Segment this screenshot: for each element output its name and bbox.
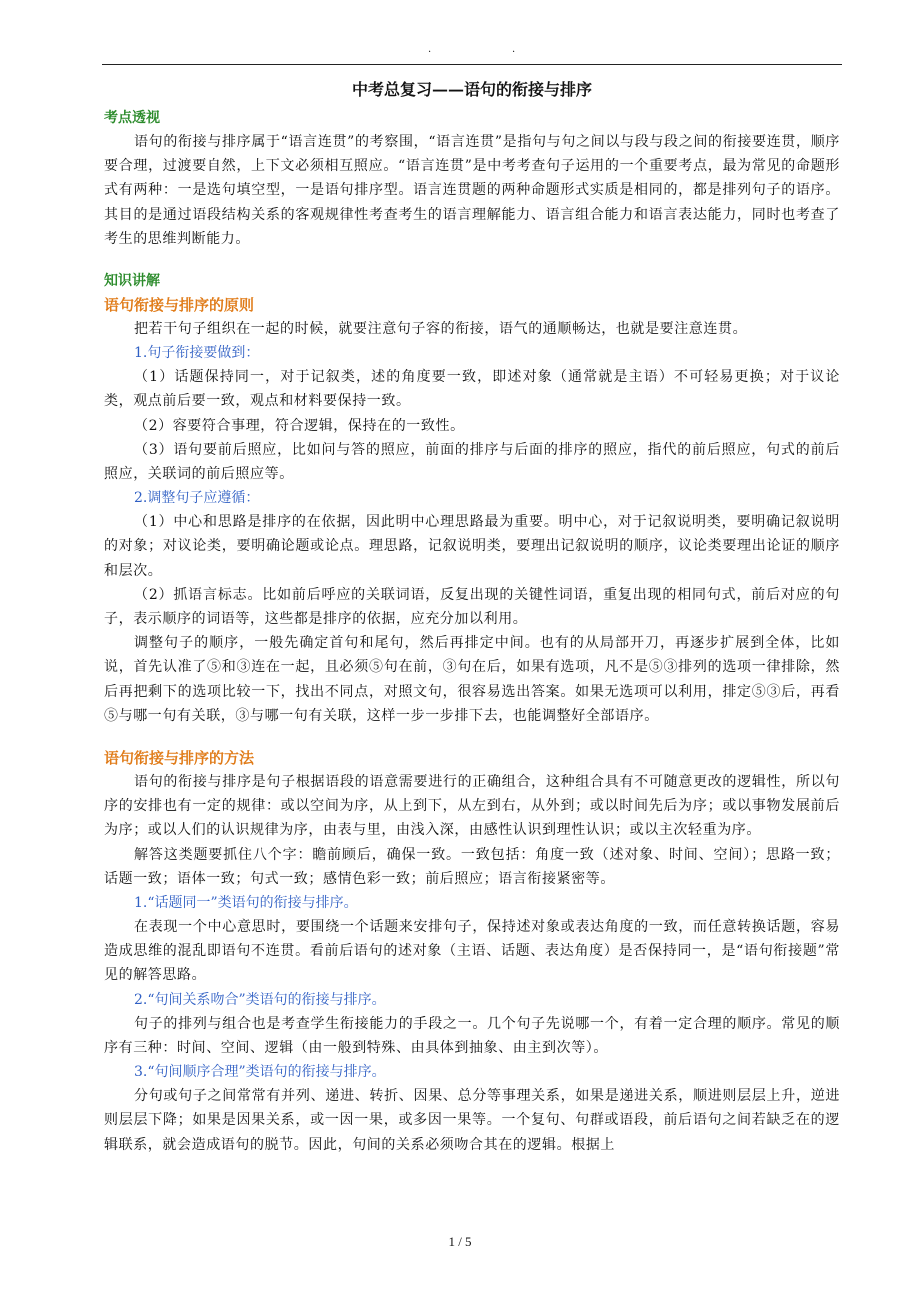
point1-title: 1.句子衔接要做到： (134, 345, 260, 362)
section-heading-kaodian: 考点透视 (104, 110, 160, 126)
subheading-principles: 语句衔接与排序的原则 (104, 296, 255, 315)
document-body (104, 76, 840, 1157)
point2-item-1: （1）中心和思路是排序的在依据，因此明中心理思路最为重要。明中心，对于记叙说明类，要明确记叙说明的对象；对议论类，要明确论题或论点。理思路，记叙说明类，要理出记叙说明的顺序，议论类要理出论证的顺序和层次。 (104, 514, 840, 579)
point1-item-1: （1）话题保持同一，对于记叙类，述的角度要一致，即述对象（通常就是主语）不可轻易更换；对于议论类，观点前后要一致，观点和材料要保持一致。 (104, 369, 840, 410)
method3-title: 3.“句间顺序合理”类语句的衔接与排序。 (134, 1064, 386, 1081)
page-title: 中考总复习——语句的衔接与排序 (351, 80, 592, 99)
method1-text: 在表现一个中心意思时，要围绕一个话题来安排句子，保持述对象或表达角度的一致，而任意转换话题，容易造成思维的混乱即语句不连贯。看前后语句的述对象（主语、话题、表达角度）是否保持同一，是“语句衔接题”常见的解答思路。 (104, 919, 840, 984)
paragraph-methods-1: 语句的衔接与排序是句子根据语段的语意需要进行的正确组合，这种组合具有不可随意更改的逻辑性，所以句序的安排也有一定的规律：或以空间为序，从上到下，从左到右，从外到；或以时间先后为序；或以事物发展前后为序；或以人们的认识规律为序，由表与里，由浅入深，由感性认识到理性认识；或以主次轻重为序。 (104, 774, 840, 839)
subheading-methods: 语句衔接与排序的方法 (104, 749, 255, 768)
paragraph-methods-2: 解答这类题要抓住八个字：瞻前顾后，确保一致。一致包括：角度一致（述对象、时间、空间）；思路一致；话题一致；语体一致；句式一致；感情色彩一致；前后照应；语言衔接紧密等。 (104, 846, 840, 887)
header-rule (102, 64, 842, 65)
point1-item-2: （2）容要符合事理，符合逻辑，保持在的一致性。 (134, 417, 465, 434)
paragraph-kaodian: 语句的衔接与排序属于“语言连贯”的考察围，“语言连贯”是指句与句之间以与段与段之间的衔接要连贯，顺序要合理，过渡要自然，上下文必须相互照应。“语言连贯”是中考考查句子运用的一个重要考点，最为常见的命题形式有两种：一是选句填空型，一是语句排序型。语言连贯题的两种命题形式实质是相同的，都是排列句子的语序。其目的是通过语段结构关系的客观规律性考查考生的语言理解能力、语言组合能力和语言表达能力，同时也考查了考生的思维判断能力。 (104, 134, 840, 247)
point2-title: 2.调整句子应遵循： (134, 490, 260, 507)
point2-item-3: 调整句子的顺序，一般先确定首句和尾句，然后再排定中间。也有的从局部开刀，再逐步扩展到全体，比如说，首先认准了⑤和③连在一起，且必须⑤句在前，③句在后，如果有选项，凡不是⑤③排列的选项一律排除，然后再把剩下的选项比较一下，找出不同点，对照文句，很容易选出答案。如果无选项可以利用，排定⑤③后，再看⑤与哪一句有关联，③与哪一句有关联，这样一步一步排下去，也能调整好全部语序。 (104, 635, 840, 724)
header-marks (0, 44, 920, 58)
page-number: 1 / 5 (448, 1234, 472, 1249)
method2-text: 句子的排列与组合也是考查学生衔接能力的手段之一。几个句子先说哪一个，有着一定合理的顺序。常见的顺序有三种：时间、空间、逻辑（由一般到特殊、由具体到抽象、由主到次等）。 (104, 1015, 840, 1056)
point2-item-2: （2）抓语言标志。比如前后呼应的关联词语，反复出现的关键性词语，重复出现的相同句式，前后对应的句子，表示顺序的词语等，这些都是排序的依据，应充分加以利用。 (104, 586, 840, 628)
method3-text: 分句或句子之间常常有并列、递进、转折、因果、总分等事理关系，如果是递进关系，顺进则层层上升，逆进则层层下降；如果是因果关系，或一因一果，或多因一果等。一个复句、句群或语段，前后语句之间若缺乏在的逻辑联系，就会造成语句的脱节。因此，句间的关系必须吻合其在的逻辑。根据上 (104, 1088, 840, 1153)
header-dot-left: . (428, 44, 432, 55)
header-dot-right: . (512, 44, 516, 55)
method2-title: 2.“句间关系吻合”类语句的衔接与排序。 (134, 991, 386, 1008)
point1-item-3: （3）语句要前后照应，比如问与答的照应，前面的排序与后面的排序的照应，指代的前后照应，句式的前后照应，关联词的前后照应等。 (104, 441, 840, 483)
method1-title: 1.“话题同一”类语句的衔接与排序。 (134, 895, 358, 912)
paragraph-principles-intro: 把若干句子组织在一起的时候，就要注意句子容的衔接，语气的通顺畅达，也就是要注意连贯。 (134, 321, 748, 338)
section-heading-zhishi: 知识讲解 (104, 273, 160, 290)
